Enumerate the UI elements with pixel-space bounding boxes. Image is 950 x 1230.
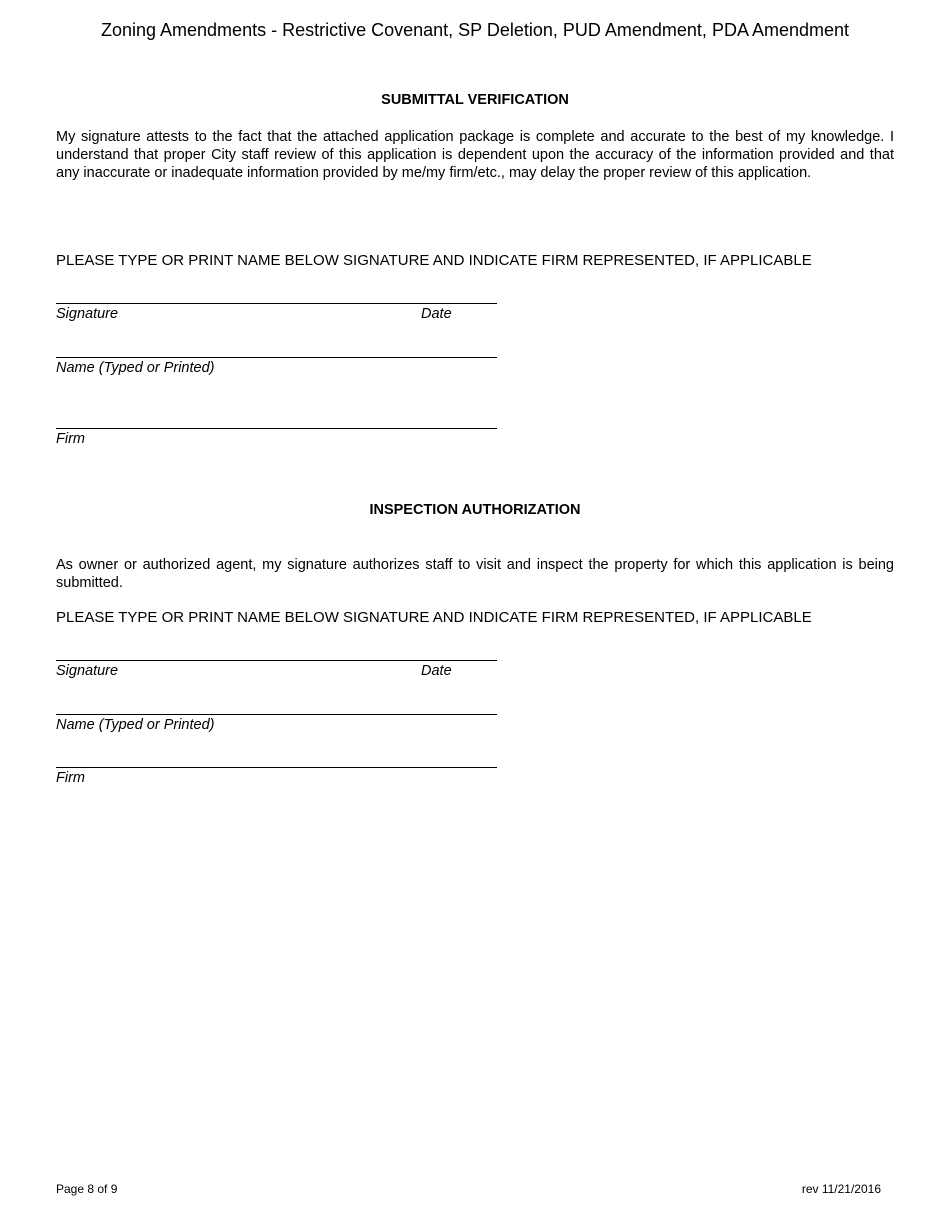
inspection-date-label: Date: [421, 663, 452, 679]
revision-date: rev 11/21/2016: [801, 1182, 881, 1196]
inspection-signature-label: Signature: [56, 663, 119, 679]
inspection-firm-label: Firm: [56, 770, 85, 786]
submittal-verification-heading: SUBMITTAL VERIFICATION: [381, 92, 569, 108]
submittal-firm-label: Firm: [56, 431, 85, 447]
submittal-date-label: Date: [421, 306, 452, 322]
inspection-name-label: Name (Typed or Printed): [56, 717, 215, 733]
page-title: Zoning Amendments - Restrictive Covenant, SP Deletion, PUD Amendment, PDA Amendment: [100, 20, 850, 40]
inspection-authorization-paragraph: As owner or authorized agent, my signature authorizes staff to visit and inspect the property for which this application is being submitted.: [56, 557, 894, 591]
page-number: Page 8 of 9: [56, 1182, 118, 1196]
submittal-signature-line[interactable]: [56, 303, 497, 304]
inspection-authorization-heading: INSPECTION AUTHORIZATION: [369, 502, 581, 518]
inspection-signature-line[interactable]: [56, 660, 497, 661]
submittal-instruction: PLEASE TYPE OR PRINT NAME BELOW SIGNATURE AND INDICATE FIRM REPRESENTED, IF APPLICABLE: [56, 252, 812, 269]
inspection-name-line[interactable]: [56, 714, 497, 715]
submittal-firm-line[interactable]: [56, 428, 497, 429]
submittal-signature-label: Signature: [56, 306, 119, 322]
submittal-name-line[interactable]: [56, 357, 497, 358]
submittal-verification-paragraph: My signature attests to the fact that the attached application package is complete and accurate to the best of my knowledge. I understand that proper City staff review of this application is dependent upon the accuracy of the information provided and that any inaccurate or inadequate information provided by me/my firm/etc., may delay the proper review of this application.: [56, 129, 894, 181]
inspection-firm-line[interactable]: [56, 767, 497, 768]
inspection-instruction: PLEASE TYPE OR PRINT NAME BELOW SIGNATURE AND INDICATE FIRM REPRESENTED, IF APPLICABLE: [56, 609, 812, 626]
submittal-name-label: Name (Typed or Printed): [56, 360, 215, 376]
